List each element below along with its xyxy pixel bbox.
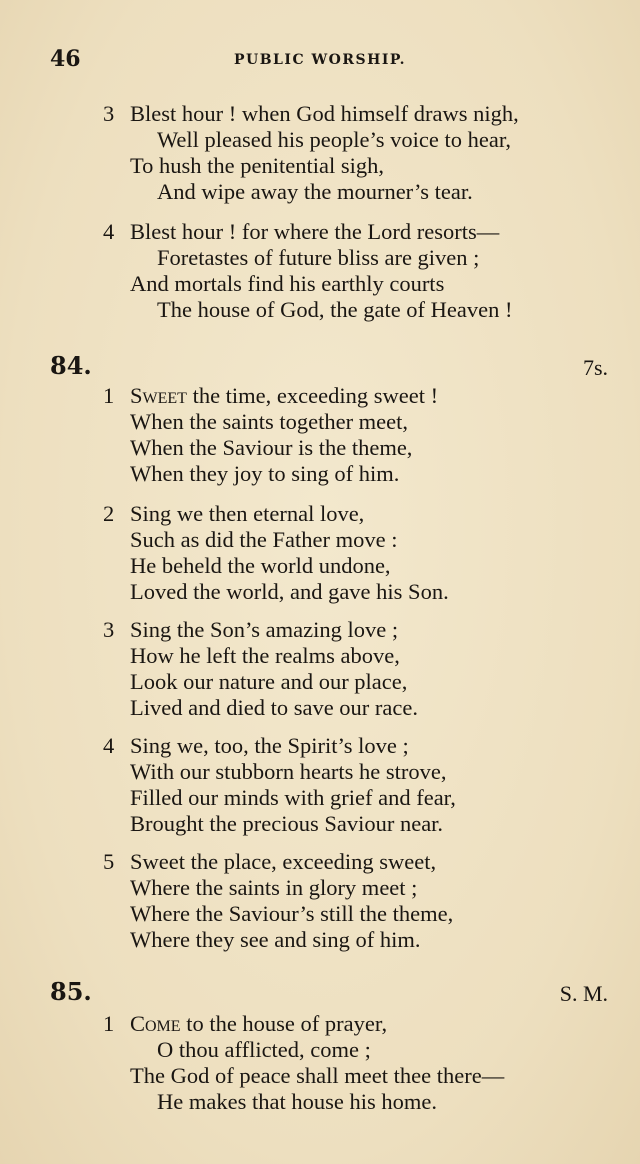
verse-line: And mortals find his earthly courts bbox=[130, 271, 445, 296]
verse-line: Sing we then eternal love, bbox=[130, 501, 365, 526]
verse-line: Blest hour ! when God himself draws nigh, bbox=[130, 101, 519, 126]
first-line-rest: to the house of prayer, bbox=[180, 1011, 388, 1036]
verse-line: When the saints together meet, bbox=[130, 409, 409, 434]
verse-line: To hush the penitential sigh, bbox=[130, 153, 385, 178]
stanza-number: 1 bbox=[103, 1011, 115, 1036]
verse-line: Loved the world, and gave his Son. bbox=[130, 579, 449, 604]
stanza-number: 4 bbox=[103, 733, 115, 758]
verse-line: The God of peace shall meet thee there— bbox=[130, 1063, 505, 1088]
page-header bbox=[50, 46, 590, 76]
verse-line: When the Saviour is the theme, bbox=[130, 435, 413, 460]
hymn-number: 85. bbox=[50, 977, 92, 1006]
stanza-number: 5 bbox=[103, 849, 115, 874]
verse-line: Sweet the place, exceeding sweet, bbox=[130, 849, 437, 874]
hymn-meter: S. M. bbox=[559, 981, 608, 1006]
verse-line: He beheld the world undone, bbox=[130, 553, 391, 578]
verse-line: Where the Saviour’s still the theme, bbox=[130, 901, 454, 926]
stanza-number: 4 bbox=[103, 219, 115, 244]
hymn-meter: 7s. bbox=[582, 355, 608, 380]
verse-line: Filled our minds with grief and fear, bbox=[130, 785, 456, 810]
verse-line: Well pleased his people’s voice to hear, bbox=[157, 127, 512, 152]
stanza-number: 1 bbox=[103, 383, 115, 408]
page-number: 46 bbox=[50, 46, 81, 72]
verse-line: Look our nature and our place, bbox=[130, 669, 408, 694]
first-line-rest: the time, exceeding sweet ! bbox=[186, 383, 439, 408]
verse-line: Foretastes of future bliss are given ; bbox=[157, 245, 480, 270]
stanza-number: 3 bbox=[103, 617, 115, 642]
verse-line bbox=[130, 1011, 387, 1037]
verse-line: With our stubborn hearts he strove, bbox=[130, 759, 447, 784]
verse-line: He makes that house his home. bbox=[157, 1089, 437, 1114]
verse-line: Such as did the Father move : bbox=[130, 527, 398, 552]
verse-line: Lived and died to save our race. bbox=[130, 695, 419, 720]
first-word: Sweet bbox=[130, 383, 187, 408]
verse-line: Where the saints in glory meet ; bbox=[130, 875, 418, 900]
stanza-number: 2 bbox=[103, 501, 115, 526]
verse-line: Sing we, too, the Spirit’s love ; bbox=[130, 733, 409, 758]
verse-line: The house of God, the gate of Heaven ! bbox=[157, 297, 513, 322]
running-head: PUBLIC WORSHIP. bbox=[233, 52, 406, 68]
verse-line: And wipe away the mourner’s tear. bbox=[157, 179, 473, 204]
verse-line: Blest hour ! for where the Lord resorts— bbox=[130, 219, 500, 244]
stanza-number: 3 bbox=[103, 101, 115, 126]
verse-line: How he left the realms above, bbox=[130, 643, 400, 668]
verse-line: When they joy to sing of him. bbox=[130, 461, 400, 486]
verse-line: Brought the precious Saviour near. bbox=[130, 811, 444, 836]
verse-line bbox=[130, 383, 438, 409]
hymn-number: 84. bbox=[50, 351, 92, 380]
verse-line: O thou afflicted, come ; bbox=[157, 1037, 371, 1062]
verse-line: Sing the Son’s amazing love ; bbox=[130, 617, 399, 642]
first-word: Come bbox=[130, 1011, 181, 1036]
verse-line: Where they see and sing of him. bbox=[130, 927, 421, 952]
